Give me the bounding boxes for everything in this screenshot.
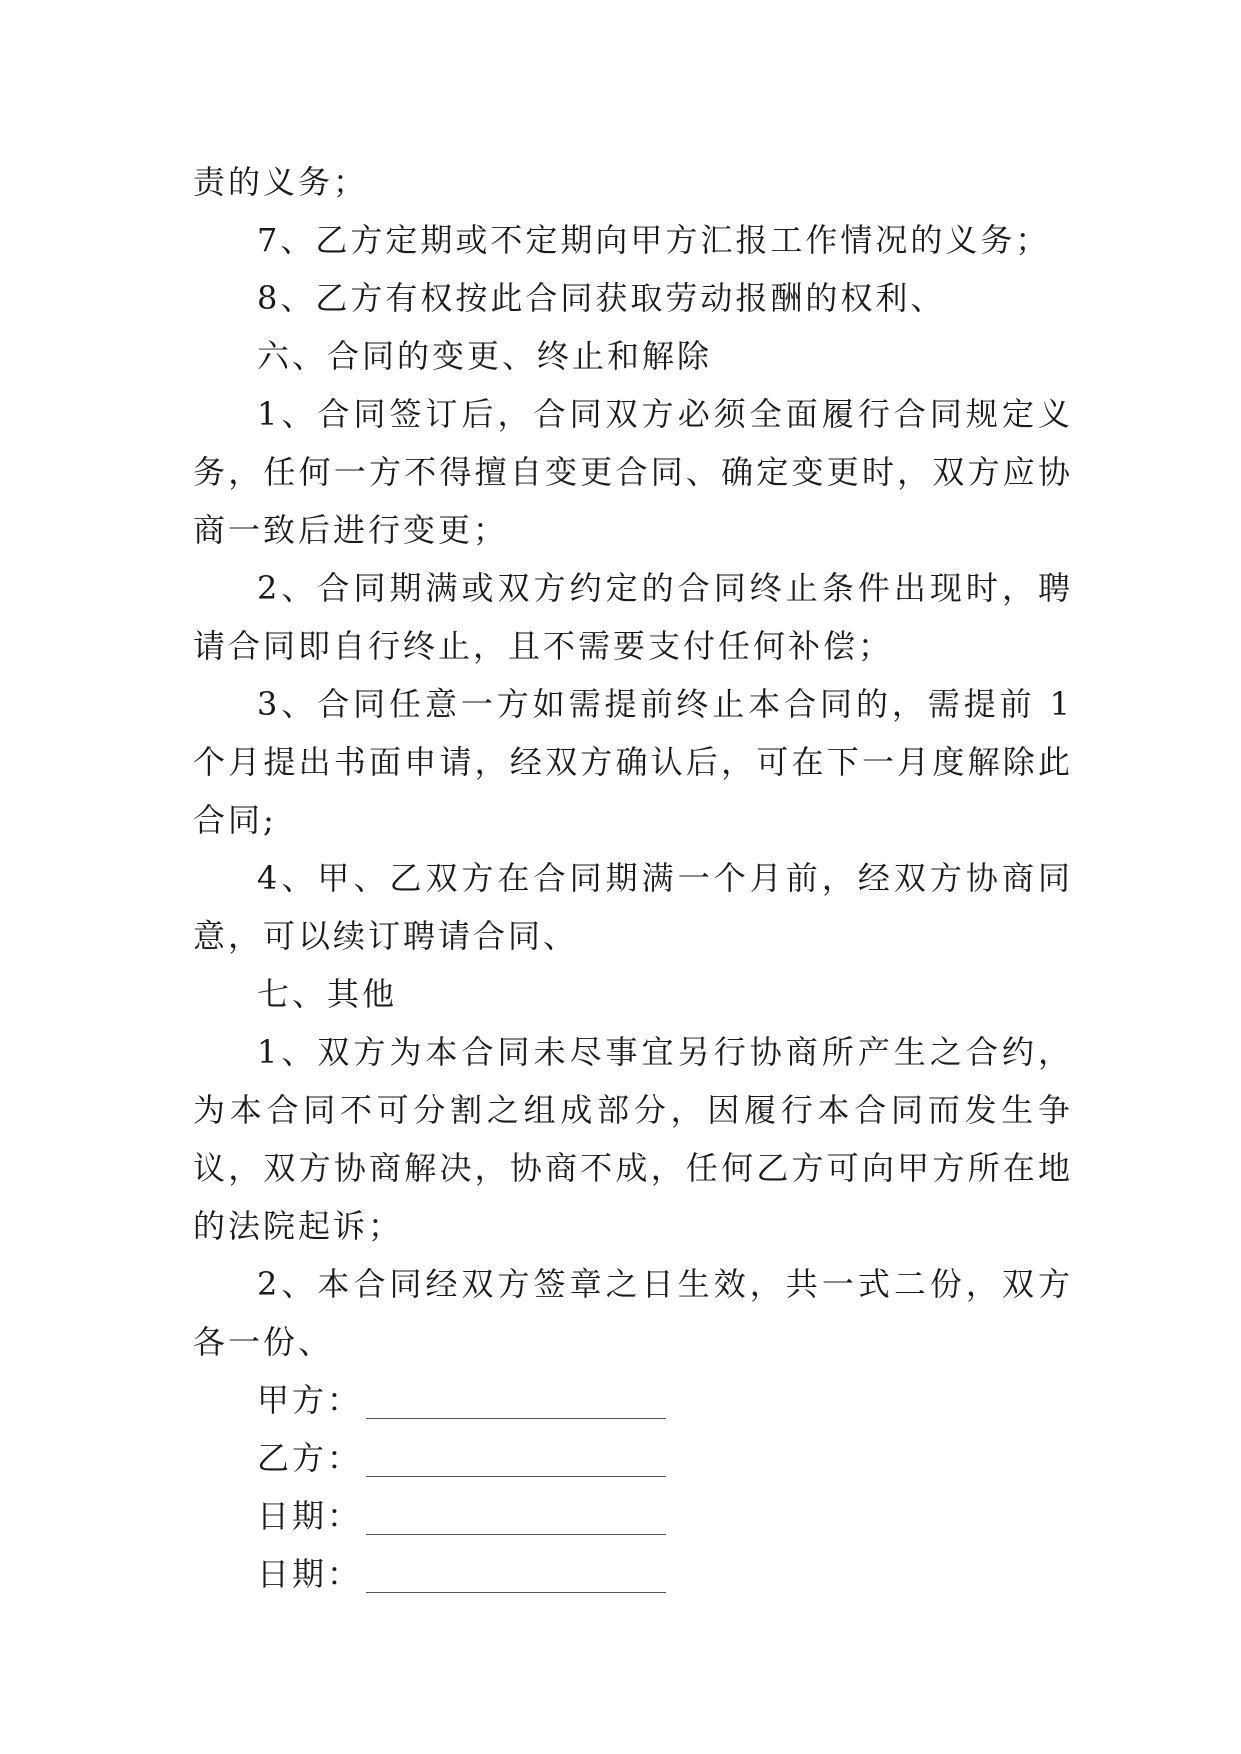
signature-label: 日期： [257, 1555, 363, 1593]
signature-line-date-b [193, 1545, 1073, 1603]
paragraph: 责的义务； [193, 163, 369, 201]
document-body [193, 153, 1073, 1603]
signature-label: 甲方： [257, 1381, 363, 1419]
signature-label: 乙方： [257, 1439, 363, 1477]
signature-blank [366, 1416, 666, 1419]
paragraph: 4、甲、乙双方在合同期满一个月前，经双方协商同意，可以续订聘请合同、 [193, 859, 1073, 955]
signature-blank [366, 1590, 666, 1593]
paragraph: 3、合同任意一方如需提前终止本合同的，需提前 1 个月提出书面申请，经双方确认后，可在下一月度解除此合同; [193, 685, 1073, 839]
signature-label: 日期： [257, 1497, 363, 1535]
paragraph: 2、合同期满或双方约定的合同终止条件出现时，聘请合同即自行终止，且不需要支付任何补偿； [193, 569, 1073, 665]
paragraph: 1、合同签订后，合同双方必须全面履行合同规定义务，任何一方不得擅自变更合同、确定变更时，双方应协商一致后进行变更； [193, 395, 1073, 549]
paragraph: 2、本合同经双方签章之日生效，共一式二份，双方各一份、 [193, 1265, 1073, 1361]
signature-line-date-a [193, 1487, 1073, 1545]
paragraph: 7、乙方定期或不定期向甲方汇报工作情况的义务； [257, 221, 1051, 259]
signature-blank [366, 1532, 666, 1535]
paragraph: 8、乙方有权按此合同获取劳动报酬的权利、 [257, 279, 946, 317]
signature-line-party-b [193, 1429, 1073, 1487]
section-heading: 七、其他 [257, 975, 398, 1013]
paragraph: 1、双方为本合同未尽事宜另行协商所产生之合约，为本合同不可分割之组成部分，因履行本合同而发生争议，双方协商解决，协商不成，任何乙方可向甲方所在地的法院起诉； [193, 1033, 1073, 1245]
signature-blank [366, 1474, 666, 1477]
signature-line-party-a [193, 1371, 1073, 1429]
section-heading: 六、合同的变更、终止和解除 [257, 337, 713, 375]
